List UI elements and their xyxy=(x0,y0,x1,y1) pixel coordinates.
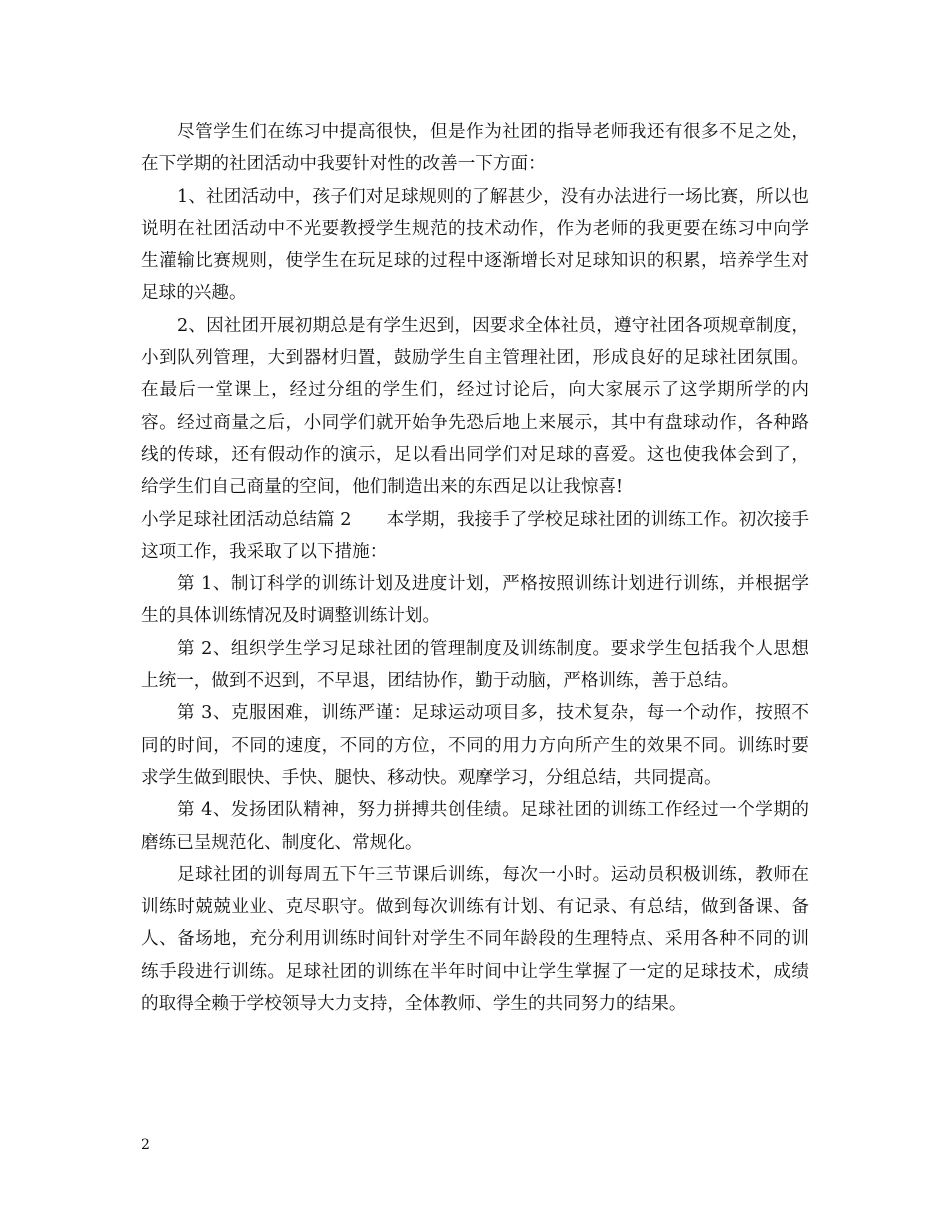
paragraph-measure-4: 第 4、发扬团队精神，努力拼搏共创佳绩。足球社团的训练工作经过一个学期的磨练已呈规范化、制度化、常规化。 xyxy=(141,800,809,853)
paragraph-discipline-point-2: 2、因社团开展初期总是有学生迟到，因要求全体社员，遵守社团各项规章制度，小到队列管理，大到器材归置，鼓励学生自主管理社团，形成良好的足球社团氛围。在最后一堂课上，经过分组的学生们，经过讨论后，向大家展示了这学期所学的内容。经过商量之后，小同学们就开始争先恐后地上来展示，其中有盘球动作，各种路线的传球，还有假动作的演示，足以看出同学们对足球的喜爱。这也使我体会到了，给学生们自己商量的空间，他们制造出来的东西足以让我惊喜! xyxy=(141,315,809,498)
paragraph-measure-2: 第 2、组织学生学习足球社团的管理制度及训练制度。要求学生包括我个人思想上统一，做到不迟到，不早退，团结协作，勤于动脑，严格训练，善于总结。 xyxy=(141,638,809,692)
paragraph-training-schedule: 足球社团的训每周五下午三节课后训练，每次一小时。运动员积极训练，教师在训练时兢兢业业、克尽职守。做到每次训练有计划、有记录、有总结，做到备课、备人、备场地，充分利用训练时间针对学生不同年龄段的生理特点、采用各种不同的训练手段进行训练。足球社团的训练在半年时间中让学生掌握了一定的足球技术，成绩的取得全赖于学校领导大力支持，全体教师、学生的共同努力的结果。 xyxy=(141,864,809,1015)
paragraph-rules-point-1: 1、社团活动中，孩子们对足球规则的了解甚少，没有办法进行一场比赛，所以也说明在社团活动中不光要教授学生规范的技术动作，作为老师的我更要在练习中向学生灌输比赛规则，使学生在玩足球的过程中逐渐增长对足球知识的积累，培养学生对足球的兴趣。 xyxy=(141,186,809,304)
body-text xyxy=(141,116,809,1020)
paragraph-measure-1: 第 1、制订科学的训练计划及进度计划，严格按照训练计划进行训练，并根据学生的具体训练情况及时调整训练计划。 xyxy=(141,574,809,627)
paragraph-summary-2-intro: 小学足球社团活动总结篇 2 本学期，我接手了学校足球社团的训练工作。初次接手这项工作，我采取了以下措施： xyxy=(141,509,809,562)
paragraph-shortcomings-intro: 尽管学生们在练习中提高很快，但是作为社团的指导老师我还有很多不足之处，在下学期的社团活动中我要针对性的改善一下方面： xyxy=(141,122,809,175)
paragraph-measure-3: 第 3、克服困难，训练严谨：足球运动项目多，技术复杂，每一个动作，按照不同的时间，不同的速度，不同的方位，不同的用力方向所产生的效果不同。训练时要求学生做到眼快、手快、腿快、移动快。观摩学习，分组总结，共同提高。 xyxy=(141,703,809,788)
page-number: 2 xyxy=(141,1137,150,1153)
